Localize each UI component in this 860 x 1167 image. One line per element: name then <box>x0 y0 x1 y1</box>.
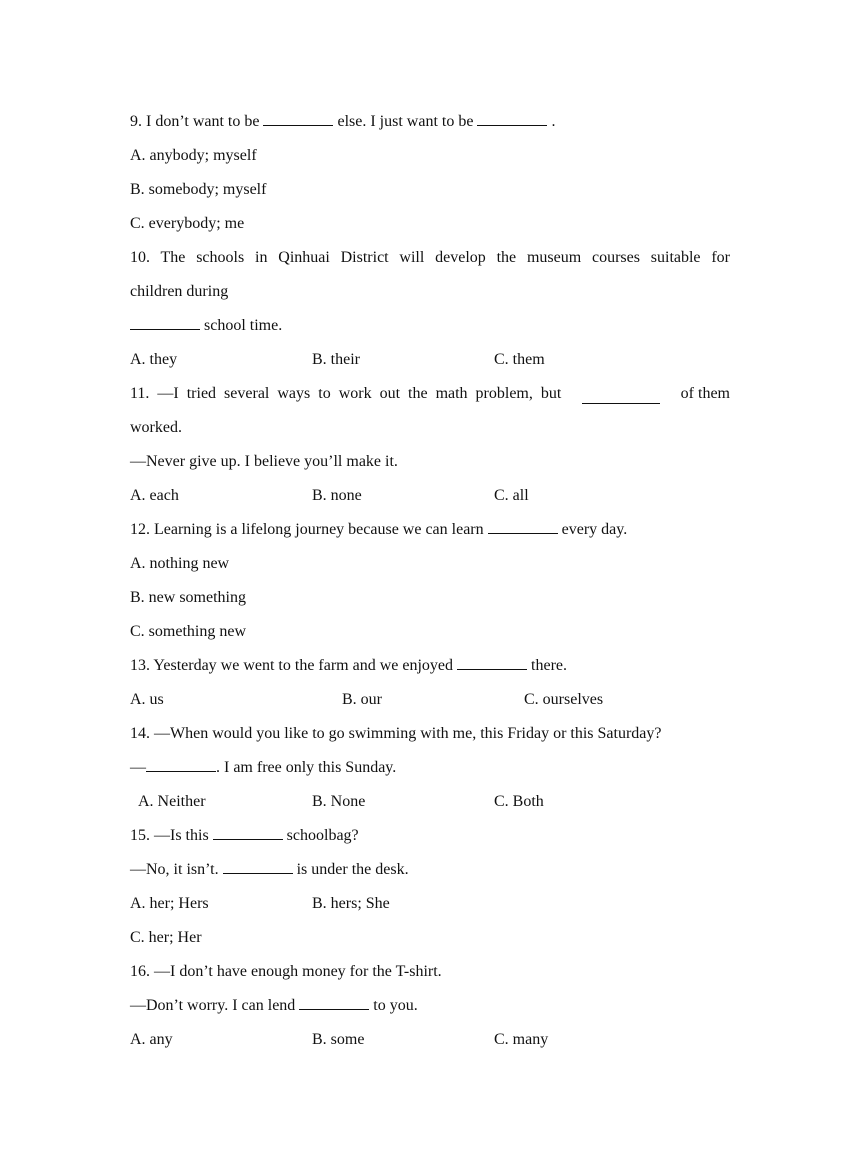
question-text: . I am free only this Sunday. <box>216 759 397 776</box>
question-13-stem <box>130 655 730 689</box>
question-text: — <box>130 759 146 776</box>
option-a: A. they <box>130 351 178 368</box>
option-b: B. none <box>312 487 362 504</box>
question-text: 12. Learning is a lifelong journey because we can learn <box>130 521 484 538</box>
answer-blank <box>263 111 333 126</box>
question-text: is under the desk. <box>296 861 409 878</box>
option-b: B. their <box>312 351 360 368</box>
question-15-reply <box>130 859 730 893</box>
option-c: C. all <box>494 487 529 504</box>
question-11-reply: —Never give up. I believe you’ll make it. <box>130 453 398 470</box>
question-14-reply <box>130 757 730 791</box>
option-c: C. ourselves <box>524 691 604 708</box>
question-15-stem <box>130 825 730 859</box>
question-text: 13. Yesterday we went to the farm and we enjoyed <box>130 657 454 674</box>
question-10-stem: 10. The schools in Qinhuai District will develop the museum courses suitable for <box>130 249 730 266</box>
option-c: C. something new <box>130 623 246 640</box>
answer-blank <box>488 519 558 534</box>
question-13-options <box>130 689 730 723</box>
question-11-stem <box>130 383 730 417</box>
question-text: 9. I don’t want to be <box>130 113 260 130</box>
option-a: A. Neither <box>138 793 206 810</box>
option-c: C. her; Her <box>130 929 202 946</box>
question-text: school time. <box>204 317 283 334</box>
answer-blank <box>146 757 216 772</box>
question-9-stem <box>130 111 730 145</box>
option-c: C. many <box>494 1031 549 1048</box>
option-a: A. nothing new <box>130 555 230 572</box>
question-text: . <box>551 113 556 130</box>
question-14-options <box>130 791 730 825</box>
question-11-stem-line2: worked. <box>130 419 182 436</box>
option-b: B. new something <box>130 589 246 606</box>
answer-blank <box>477 111 547 126</box>
question-10-options <box>130 349 730 383</box>
option-b: B. our <box>342 691 382 708</box>
question-text: 11. —I tried several ways to work out the math problem, but <box>130 385 562 402</box>
question-11-options <box>130 485 730 519</box>
question-14-stem: 14. —When would you like to go swimming with me, this Friday or this Saturday? <box>130 725 662 742</box>
option-c: C. everybody; me <box>130 215 245 232</box>
answer-blank <box>223 859 293 874</box>
answer-blank <box>457 655 527 670</box>
answer-blank <box>213 825 283 840</box>
question-text: every day. <box>561 521 628 538</box>
question-text: there. <box>531 657 568 674</box>
option-a: A. us <box>130 691 164 708</box>
worksheet-page <box>130 111 730 1063</box>
option-c: C. Both <box>494 793 544 810</box>
question-text: —No, it isn’t. <box>130 861 219 878</box>
question-15-options-ab <box>130 893 730 927</box>
question-10-stem-line3 <box>130 315 730 349</box>
option-c: C. them <box>494 351 545 368</box>
question-16-stem: 16. —I don’t have enough money for the T-shirt. <box>130 963 442 980</box>
question-16-options <box>130 1029 730 1063</box>
question-text: 15. —Is this <box>130 827 209 844</box>
option-b: B. somebody; myself <box>130 181 267 198</box>
option-a: A. each <box>130 487 179 504</box>
option-b: B. hers; She <box>312 895 390 912</box>
question-12-stem <box>130 519 730 553</box>
answer-blank <box>582 389 660 404</box>
answer-blank <box>299 995 369 1010</box>
question-10-stem-line2: children during <box>130 283 229 300</box>
question-text: —Don’t worry. I can lend <box>130 997 296 1014</box>
option-a: A. any <box>130 1031 173 1048</box>
option-a: A. anybody; myself <box>130 147 257 164</box>
question-16-reply <box>130 995 730 1029</box>
question-text: of them <box>680 385 730 402</box>
option-b: B. some <box>312 1031 365 1048</box>
option-a: A. her; Hers <box>130 895 209 912</box>
question-text: schoolbag? <box>286 827 359 844</box>
question-text: else. I just want to be <box>337 113 474 130</box>
option-b: B. None <box>312 793 366 810</box>
question-text: to you. <box>373 997 418 1014</box>
answer-blank <box>130 315 200 330</box>
